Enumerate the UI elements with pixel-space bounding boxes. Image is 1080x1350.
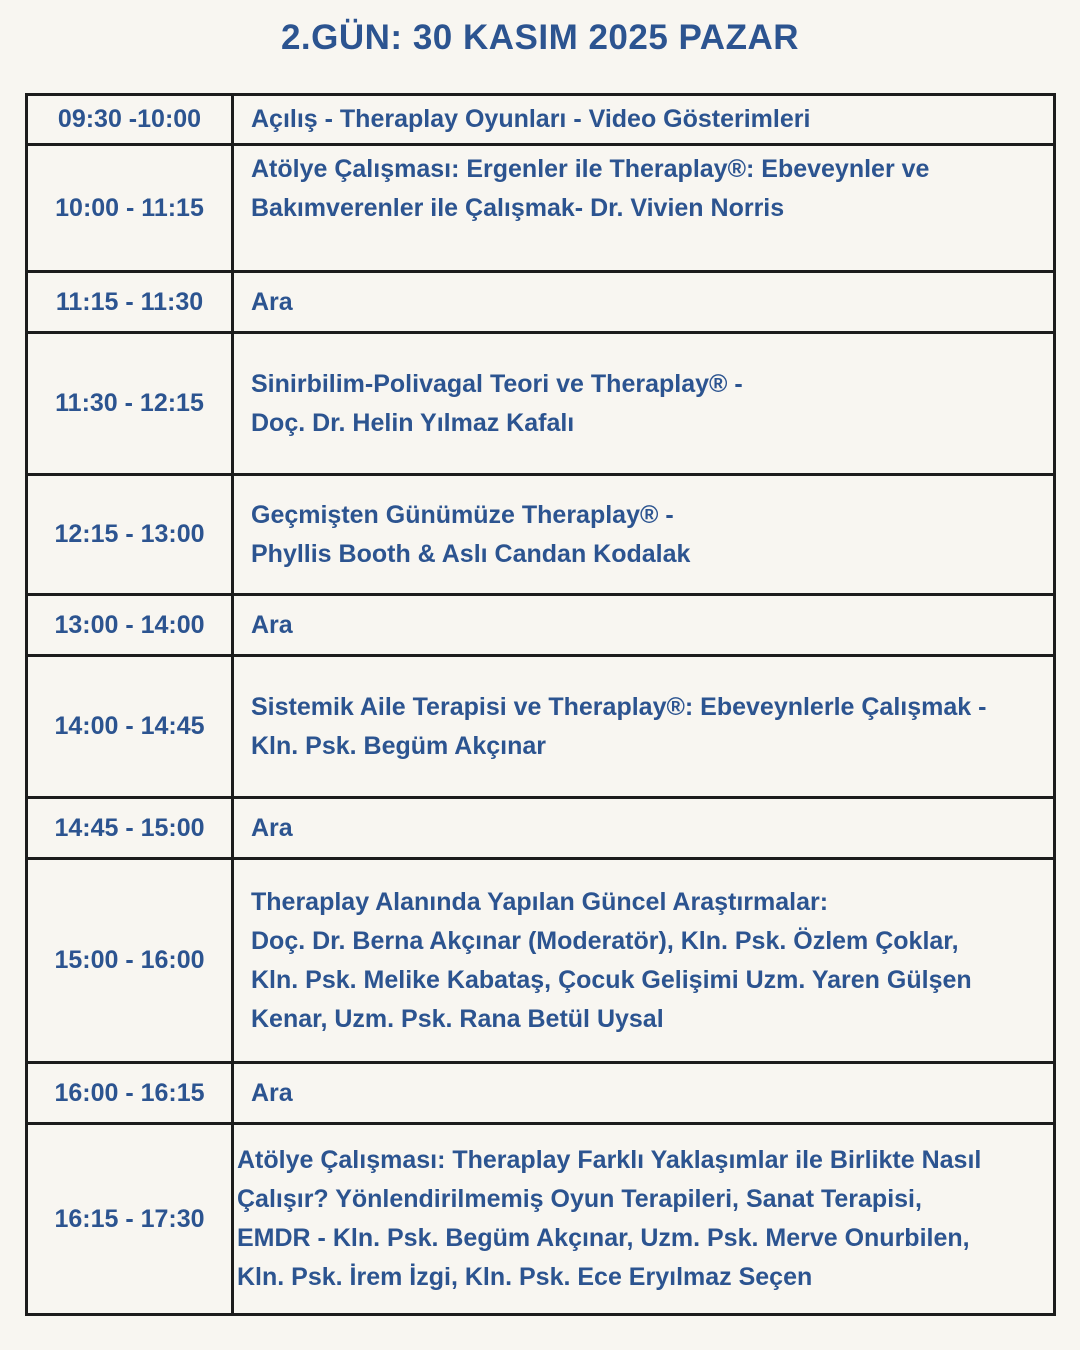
time-cell: 16:00 - 16:15 <box>27 1063 233 1124</box>
session-line: Atölye Çalışması: Ergenler ile Theraplay®: Ebeveynler ve <box>251 155 930 183</box>
session-line: EMDR - Kln. Psk. Begüm Akçınar, Uzm. Psk. Merve Onurbilen, <box>237 1224 970 1252</box>
session-cell <box>233 595 1055 656</box>
session-line: Doç. Dr. Berna Akçınar (Moderatör), Kln. Psk. Özlem Çoklar, <box>251 926 959 955</box>
session-cell <box>233 656 1055 798</box>
session-line: Ara <box>251 813 293 842</box>
session-line: Çalışır? Yönlendirilmemiş Oyun Terapileri, Sanat Terapisi, <box>237 1185 922 1213</box>
time-cell: 16:15 - 17:30 <box>27 1124 233 1315</box>
time-cell: 14:45 - 15:00 <box>27 798 233 859</box>
session-line: Theraplay Alanında Yapılan Güncel Araştırmalar: <box>251 887 829 916</box>
table-row <box>27 475 1055 595</box>
session-cell <box>233 333 1055 475</box>
session-line: Phyllis Booth & Aslı Candan Kodalak <box>251 539 691 568</box>
session-cell <box>233 1124 1055 1315</box>
time-cell: 12:15 - 13:00 <box>27 475 233 595</box>
session-line: Ara <box>251 1078 293 1107</box>
table-row <box>27 656 1055 798</box>
session-cell <box>233 798 1055 859</box>
time-cell: 14:00 - 14:45 <box>27 656 233 798</box>
session-cell <box>233 475 1055 595</box>
session-cell <box>233 272 1055 333</box>
session-line: Atölye Çalışması: Theraplay Farklı Yaklaşımlar ile Birlikte Nasıl <box>237 1146 982 1174</box>
time-cell: 13:00 - 14:00 <box>27 595 233 656</box>
session-cell <box>233 859 1055 1063</box>
table-row <box>27 859 1055 1063</box>
session-cell <box>233 1063 1055 1124</box>
table-row <box>27 798 1055 859</box>
session-cell <box>233 145 1055 272</box>
time-cell: 09:30 -10:00 <box>27 95 233 145</box>
session-line: Sinirbilim-Polivagal Teori ve Theraplay® - <box>251 369 743 398</box>
table-row <box>27 333 1055 475</box>
session-line: Kln. Psk. Melike Kabataş, Çocuk Gelişimi Uzm. Yaren Gülşen <box>251 965 972 994</box>
table-row <box>27 1063 1055 1124</box>
time-cell: 10:00 - 11:15 <box>27 145 233 272</box>
session-line: Ara <box>251 610 293 639</box>
time-cell: 11:15 - 11:30 <box>27 272 233 333</box>
session-line: Bakımverenler ile Çalışmak- Dr. Vivien Norris <box>251 194 785 222</box>
time-cell: 11:30 - 12:15 <box>27 333 233 475</box>
table-row <box>27 595 1055 656</box>
time-cell: 15:00 - 16:00 <box>27 859 233 1063</box>
session-line: Kenar, Uzm. Psk. Rana Betül Uysal <box>251 1004 664 1033</box>
session-line: Sistemik Aile Terapisi ve Theraplay®: Ebeveynlerle Çalışmak - <box>251 692 987 721</box>
session-line: Ara <box>251 287 293 316</box>
page-title: 2.GÜN: 30 KASIM 2025 PAZAR <box>280 18 800 57</box>
table-row <box>27 1124 1055 1315</box>
schedule-table <box>25 93 1056 1316</box>
session-cell <box>233 95 1055 145</box>
session-line: Geçmişten Günümüze Theraplay® - <box>251 500 674 529</box>
table-row <box>27 272 1055 333</box>
table-row <box>27 95 1055 145</box>
session-line: Kln. Psk. İrem İzgi, Kln. Psk. Ece Eryılmaz Seçen <box>237 1263 813 1291</box>
table-row <box>27 145 1055 272</box>
session-line: Açılış - Theraplay Oyunları - Video Gösterimleri <box>251 105 811 133</box>
session-line: Doç. Dr. Helin Yılmaz Kafalı <box>251 408 575 437</box>
session-line: Kln. Psk. Begüm Akçınar <box>251 731 546 760</box>
